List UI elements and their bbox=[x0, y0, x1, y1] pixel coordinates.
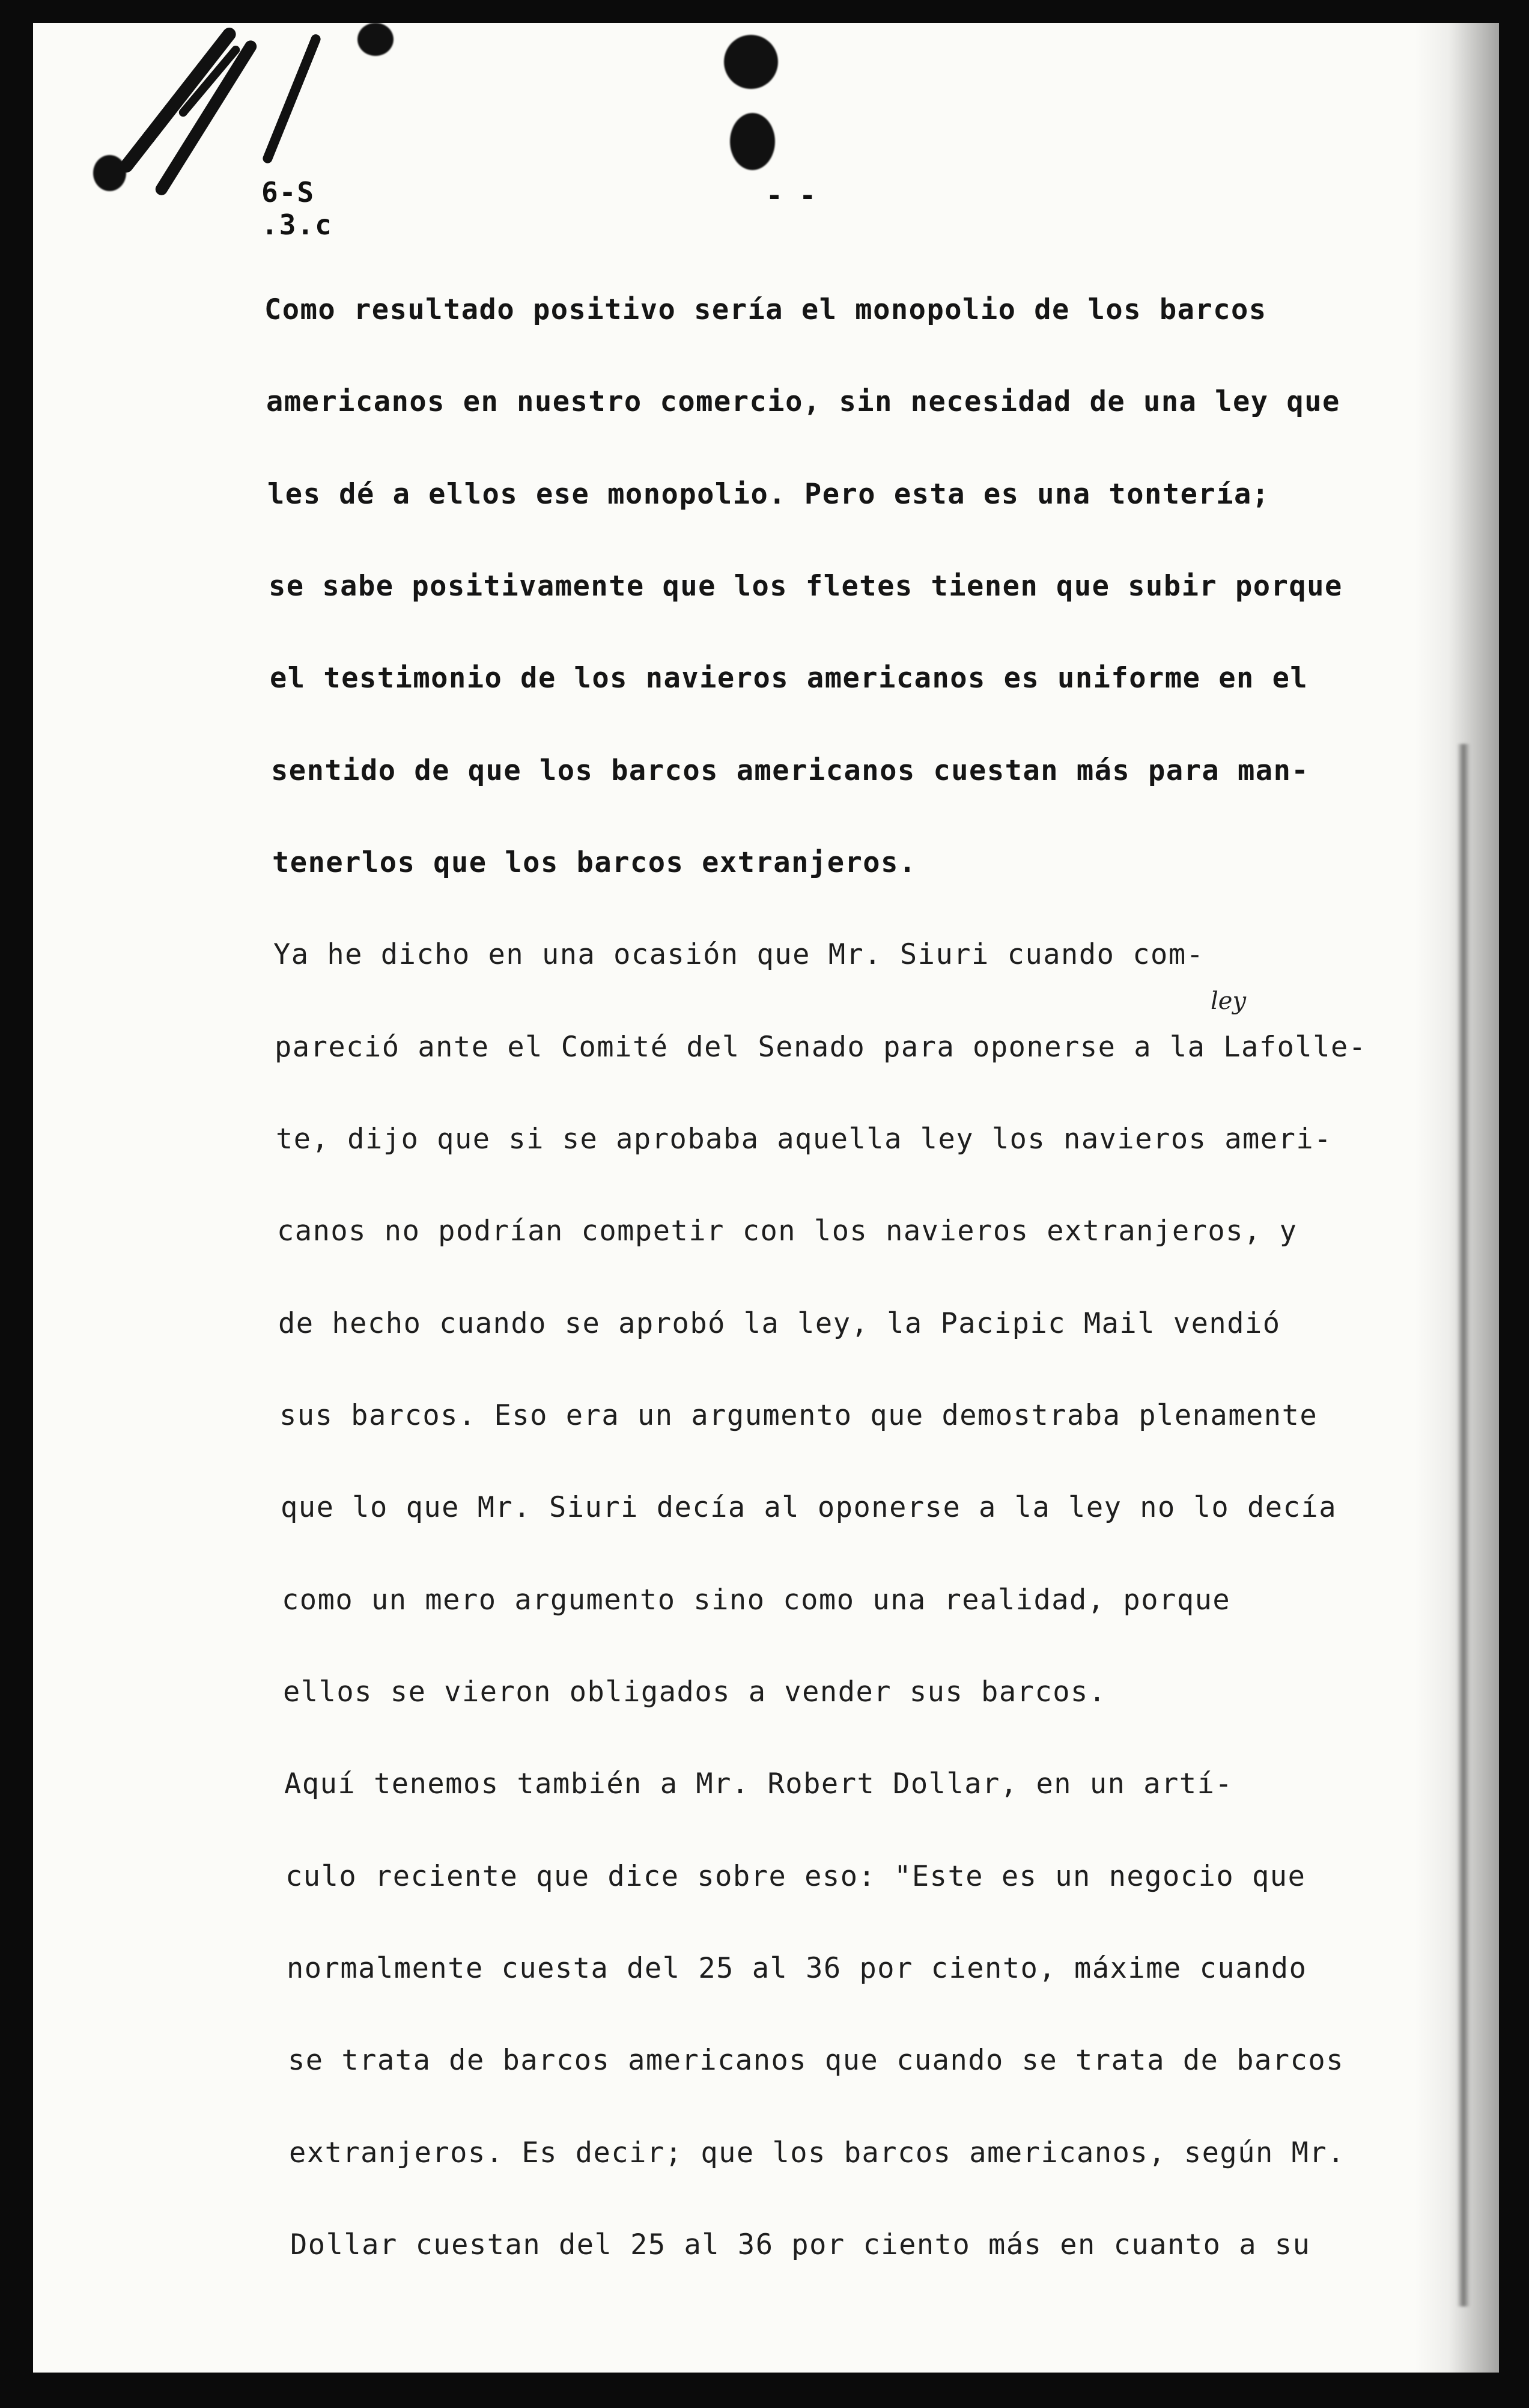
text-line: americanos en nuestro comercio, sin necesidad de una ley que bbox=[266, 385, 1340, 418]
text-line: Aquí tenemos también a Mr. Robert Dollar, en un artí- bbox=[284, 1767, 1233, 1800]
page-reference: 6-S .3.c bbox=[261, 176, 333, 241]
text-line: de hecho cuando se aprobó la ley, la Pacipic Mail vendió bbox=[278, 1307, 1281, 1340]
text-line: canos no podrían competir con los navieros extranjeros, y bbox=[277, 1215, 1298, 1248]
text-line: culo reciente que dice sobre eso: "Este es un negocio que bbox=[285, 1860, 1306, 1893]
text-line: se trata de barcos americanos que cuando se trata de barcos bbox=[288, 2044, 1344, 2077]
text-line: pareció ante el Comité del Senado para oponerse a la Lafolle- bbox=[275, 1031, 1367, 1064]
text-line: que lo que Mr. Siuri decía al oponerse a la ley no lo decía bbox=[281, 1491, 1337, 1524]
text-line: como un mero argumento sino como una realidad, porque bbox=[282, 1583, 1231, 1617]
text-line: Dollar cuestan del 25 al 36 por ciento más en cuanto a su bbox=[290, 2228, 1311, 2261]
handwritten-annotation: ley bbox=[1211, 987, 1247, 1015]
text-line: extranjeros. Es decir; que los barcos americanos, según Mr. bbox=[289, 2136, 1345, 2169]
text-line: Ya he dicho en una ocasión que Mr. Siuri cuando com- bbox=[273, 938, 1205, 971]
document-page bbox=[33, 23, 1499, 2373]
text-line: Como resultado positivo sería el monopolio de los barcos bbox=[264, 293, 1267, 326]
text-line: te, dijo que si se aprobaba aquella ley los navieros ameri- bbox=[276, 1123, 1332, 1156]
text-line: normalmente cuesta del 25 al 36 por ciento, máxime cuando bbox=[287, 1952, 1307, 1985]
text-line: sus barcos. Eso era un argumento que demostraba plenamente bbox=[279, 1399, 1318, 1432]
page-number-dash: - - bbox=[766, 179, 816, 212]
text-line: el testimonio de los navieros americanos es uniforme en el bbox=[270, 662, 1309, 695]
text-line: sentido de que los barcos americanos cuestan más para man- bbox=[271, 754, 1310, 787]
body-text bbox=[33, 23, 1499, 2373]
text-line: les dé a ellos ese monopolio. Pero esta es una tontería; bbox=[267, 478, 1270, 511]
text-line: ellos se vieron obligados a vender sus barcos. bbox=[283, 1675, 1107, 1708]
text-line: se sabe positivamente que los fletes tienen que subir porque bbox=[269, 570, 1343, 603]
text-line: tenerlos que los barcos extranjeros. bbox=[272, 846, 917, 879]
